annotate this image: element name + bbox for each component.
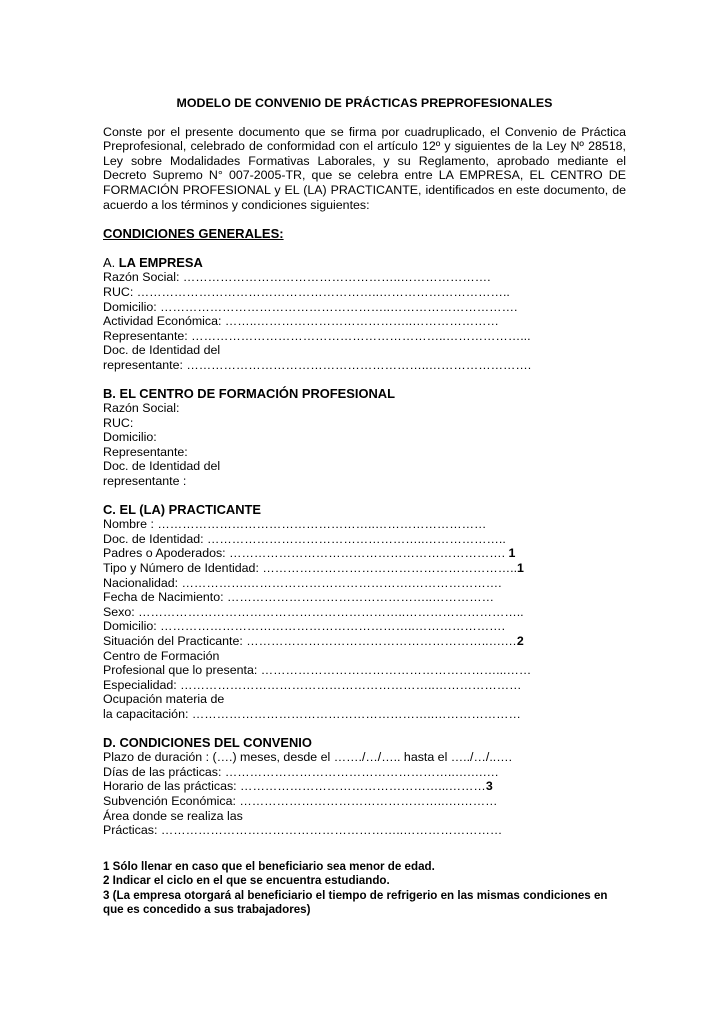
field-fill-line: ……………………………………………………..	[258, 561, 518, 576]
form-field-line	[103, 750, 626, 765]
field-fill-line: …………………………………………………..……………………	[157, 823, 503, 838]
field-label: Situación del Practicante:	[103, 634, 243, 648]
section-company	[103, 256, 626, 373]
field-label: Domicilio:	[103, 299, 157, 314]
field-label: Nombre :	[103, 517, 154, 532]
section-company-letter: A.	[103, 254, 116, 270]
field-label: Especialidad:	[103, 677, 177, 692]
section-training-center	[103, 387, 626, 489]
section-trainee-fields	[103, 517, 626, 721]
field-label: Nacionalidad:	[103, 575, 179, 590]
field-label: Tipo y Número de Identidad:	[103, 561, 259, 576]
document-page	[103, 96, 626, 852]
form-field-line	[103, 561, 626, 576]
field-label: Representante:	[103, 328, 188, 343]
form-field-line	[103, 416, 626, 431]
field-label: Prácticas:	[103, 823, 158, 838]
form-field-line	[103, 794, 626, 809]
footnotes	[103, 860, 626, 918]
form-field-line	[103, 459, 626, 474]
field-label: RUC:	[103, 415, 134, 430]
footnote-3: 3 (La empresa otorgará al beneficiario el tiempo de refrigerio en las mismas condiciones en que es concedido a sus trabajadores)	[103, 888, 608, 917]
field-label: representante :	[103, 474, 187, 489]
field-fill-line: …………………………………………..….………	[235, 793, 498, 808]
section-trainee	[103, 503, 626, 722]
footnote-2: 2 Indicar el ciclo en el que se encuentra estudiando.	[103, 874, 390, 888]
field-label: Horario de las prácticas:	[103, 779, 237, 794]
field-fill-line: …………………………………………………..….…	[242, 634, 517, 648]
field-label: Representante:	[103, 444, 188, 459]
form-field-line	[103, 692, 626, 707]
field-fill-line: ………………………………………………..….….…	[221, 764, 499, 779]
field-label: Profesional que lo presenta:	[103, 663, 258, 678]
footnote-1: 1 Sólo llenar en caso que el beneficiario sea menor de edad.	[103, 860, 435, 873]
form-field-line	[103, 445, 626, 460]
footnote-marker: 1	[508, 546, 516, 561]
field-label: Días de las prácticas:	[103, 764, 222, 779]
field-label: Doc. de Identidad del	[103, 459, 221, 474]
field-label: representante:	[103, 357, 183, 372]
form-field-line	[103, 619, 626, 634]
section-company-fields	[103, 270, 626, 372]
field-label: Sexo:	[103, 604, 135, 619]
field-fill-line: …………….………………………………….………………….	[178, 575, 502, 590]
form-field-line	[103, 270, 626, 285]
form-field-line	[103, 285, 626, 300]
field-label: Domicilio:	[103, 619, 157, 634]
field-label: Fecha de Nacimiento:	[103, 590, 224, 605]
field-label: Razón Social:	[103, 401, 180, 416]
field-fill-line: …………………………………………………..…………………….	[182, 357, 532, 372]
field-fill-line: ………………………………………………..………………………….	[156, 299, 518, 314]
field-label: Domicilio:	[103, 430, 157, 445]
field-fill-line: ……………………………………………..………………..	[203, 531, 506, 546]
form-field-line	[103, 765, 626, 780]
footnote-marker: 3	[485, 779, 493, 794]
footnote-marker: 1	[517, 561, 524, 576]
section-agreement-conditions-heading: D. CONDICIONES DEL CONVENIO	[103, 734, 312, 750]
field-label: Actividad Económica:	[103, 314, 222, 329]
form-field-line	[103, 649, 626, 664]
field-label: Centro de Formación	[103, 648, 220, 663]
field-fill-line: ……………………………………………..………………….	[179, 270, 491, 285]
field-label: Plazo de duración : (….) meses, desde el ……./…/….. hasta el …../…/..….	[103, 750, 513, 765]
field-label: RUC:	[103, 284, 134, 299]
form-field-line	[103, 809, 626, 824]
field-label: Ocupación materia de	[103, 692, 225, 707]
form-field-line	[103, 678, 626, 693]
form-field-line	[103, 517, 626, 532]
form-field-line	[103, 430, 626, 445]
field-fill-line: ……………………………………………………..………………….	[156, 619, 506, 634]
field-fill-line: …………………………………………..……………	[223, 590, 495, 605]
section-agreement-conditions-fields	[103, 750, 626, 838]
form-field-line	[103, 343, 626, 358]
section-agreement-conditions	[103, 736, 626, 838]
field-label: la capacitación:	[103, 706, 189, 721]
footnote-marker: 2	[516, 634, 524, 648]
form-field-line	[103, 576, 626, 591]
field-fill-line: ……..………………………………..…………………	[221, 314, 499, 329]
form-field-line	[103, 329, 626, 344]
field-fill-line: ………………………………………………………….	[225, 546, 509, 561]
general-conditions-heading: CONDICIONES GENERALES:	[103, 226, 284, 242]
form-field-line	[103, 663, 626, 678]
field-label: Razón Social:	[103, 270, 180, 285]
field-label: Subvención Económica:	[103, 793, 236, 808]
form-field-line	[103, 314, 626, 329]
field-label: Padres o Apoderados:	[103, 546, 226, 561]
form-field-line	[103, 605, 626, 620]
form-field-line	[103, 779, 626, 794]
form-field-line	[103, 823, 626, 838]
field-fill-line: ………………………………………………………..………………………..	[134, 604, 524, 619]
section-training-center-heading: B. EL CENTRO DE FORMACIÓN PROFESIONAL	[103, 385, 395, 401]
section-company-title: LA EMPRESA	[118, 254, 203, 270]
form-field-line	[103, 474, 626, 489]
field-label: Área donde se realiza las	[103, 808, 243, 823]
section-training-center-fields	[103, 401, 626, 489]
field-fill-line: …………………………………………………..…………………………..	[133, 284, 510, 299]
field-fill-line: …………………………………………………..…………………	[188, 706, 521, 721]
section-trainee-heading: C. EL (LA) PRACTICANTE	[103, 501, 262, 517]
form-field-line	[103, 546, 626, 561]
field-fill-line: …………………………………………………...……	[257, 663, 532, 678]
field-label: Doc. de Identidad del	[103, 343, 221, 358]
section-company-heading	[103, 256, 626, 271]
form-field-line	[103, 634, 626, 649]
field-fill-line: ……………………………………………..………………………	[153, 517, 487, 532]
form-field-line	[103, 707, 626, 722]
form-field-line	[103, 300, 626, 315]
form-field-line	[103, 532, 626, 547]
form-field-line	[103, 358, 626, 373]
field-fill-line: …………………………………………...………	[236, 779, 486, 794]
field-fill-line: ……………………………………………………..………………...	[187, 328, 531, 343]
field-label: Doc. de Identidad:	[103, 531, 204, 546]
document-title: MODELO DE CONVENIO DE PRÁCTICAS PREPROFESIONALES	[176, 96, 553, 110]
form-field-line	[103, 590, 626, 605]
intro-paragraph: Conste por el presente documento que se firma por cuadruplicado, el Convenio de Práctica Preprofesional, celebrado de conformidad con el artículo 12º y siguientes de la Ley Nº 28518, Ley sobre Modalidades Formativas Laborales, y su Reglamento, aprobado mediante el Decreto Supremo N° 007-2005-TR, que se celebra entre LA EMPRESA, EL CENTRO DE FORMACIÓN PROFESIONAL y EL (LA) PRACTICANTE, identificados en este documento, de acuerdo a los términos y condiciones siguientes:	[103, 124, 626, 212]
form-field-line	[103, 401, 626, 416]
field-fill-line: ……………………………………………………..…………………	[176, 677, 522, 692]
